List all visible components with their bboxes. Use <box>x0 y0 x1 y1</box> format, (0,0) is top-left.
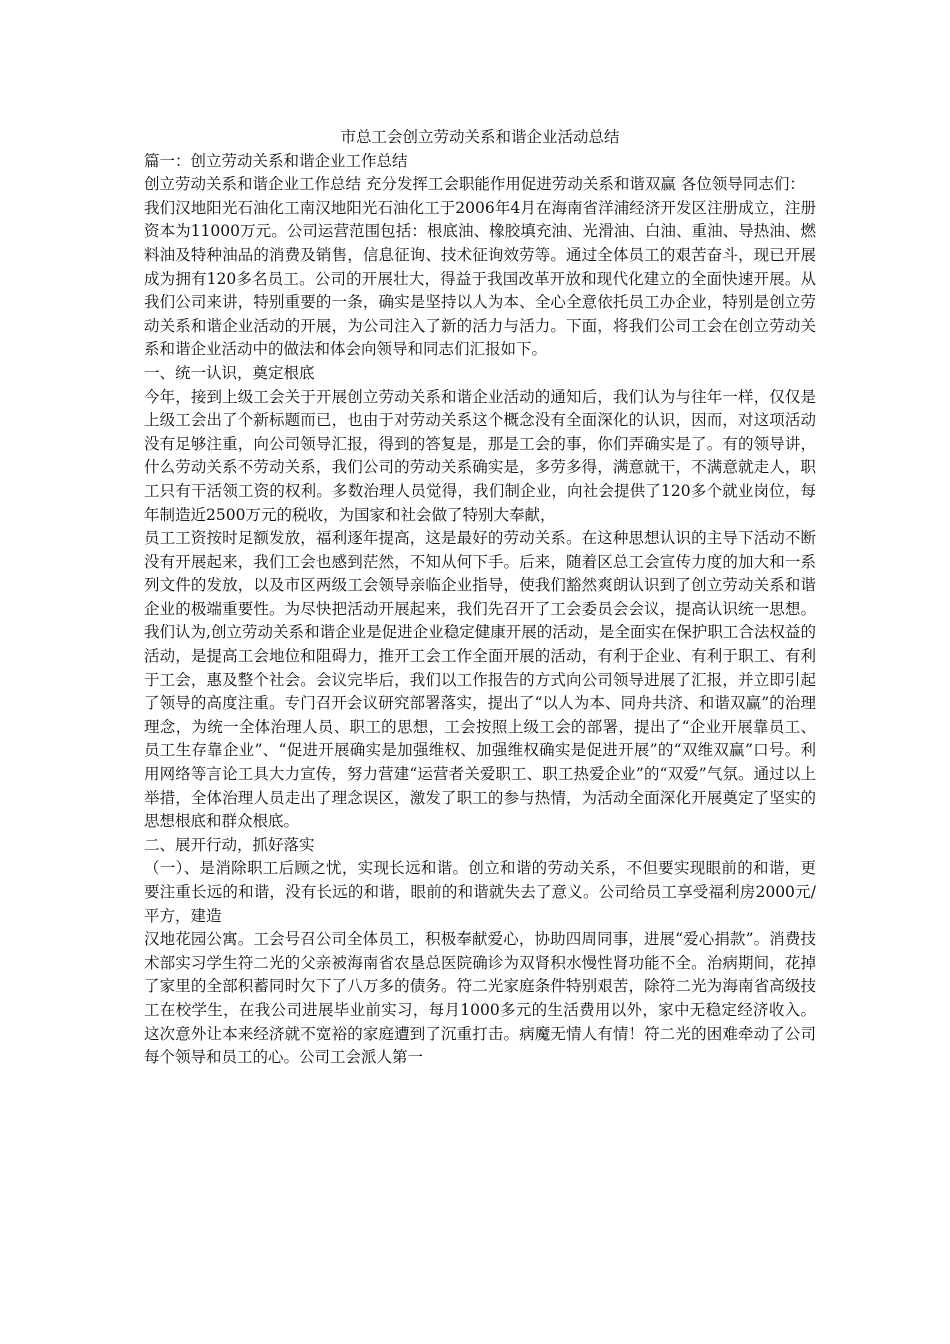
paragraph-body-3: （一）、是消除职工后顾之忧，实现长远和谐。创立和谐的劳动关系，不但要实现眼前的和谐，更要注重长远的和谐，没有长远的和谐，眼前的和谐就失去了意义。公司给员工享受福利房2000元/平方，建造 <box>144 859 816 925</box>
paragraph-heading-action: 二、展开行动，抓好落实 <box>144 835 315 854</box>
document-page <box>144 126 816 1070</box>
document-title: 市总工会创立劳动关系和谐企业活动总结 <box>340 128 620 146</box>
paragraph-section-heading-1: 篇一：创立劳动关系和谐企业工作总结 <box>144 151 408 170</box>
paragraph-body-1: 今年，接到上级工会关于开展创立劳动关系和谐企业活动的通知后，我们认为与往年一样，仅仅是上级工会出了个新标题而已，也由于对劳动关系这个概念没有全面深化的认识，因而，对这项活动没有足够注重，向公司领导汇报，得到的答复是，那是工会的事，你们弄确实是了。有的领导讲，什么劳动关系不劳动关系，我们公司的劳动关系确实是，多劳多得，满意就干，不满意就走人，职工只有干活领工资的权利。多数治理人员觉得，我们制企业，向社会提供了120多个就业岗位，每年制造近2500万元的税收，为国家和社会做了特别大奉献， <box>144 387 816 524</box>
paragraph-company-overview: 我们汉地阳光石油化工南汉地阳光石油化工于2006年4月在海南省洋浦经济开发区注册成立，注册资本为11000万元。公司运营范围包括：根底油、橡胶填充油、光滑油、白油、重油、导热油、燃料油及特种油品的消费及销售，信息征询、技术征询效劳等。通过全体员工的艰苦奋斗，现已开展成为拥有120多名员工。公司的开展壮大，得益于我国改革开放和现代化建立的全面快速开展。从我们公司来讲，特别重要的一条，确实是坚持以人为本、全心全意依托员工办企业，特别是创立劳动关系和谐企业活动的开展，为公司注入了新的活力与活力。下面，将我们公司工会在创立劳动关系和谐企业活动中的做法和体会向领导和同志们汇报如下。 <box>144 198 816 359</box>
paragraph-body-4: 汉地花园公寓。工会号召公司全体员工，积极奉献爱心，协助四周同事，进展“爱心捐款”。消费技术部实习学生符二光的父亲被海南省农垦总医院确诊为双肾积水慢性肾功能不全。治病期间，花掉了家里的全部积蓄同时欠下了八万多的债务。符二光家庭条件特别艰苦，除符二光为海南省高级技工在校学生，在我公司进展毕业前实习，每月1000多元的生活费用以外，家中无稳定经济收入。这次意外让本来经济就不宽裕的家庭遭到了沉重打击。病魔无情人有情！符二光的困难牵动了公司每个领导和员工的心。公司工会派人第一 <box>144 930 816 1067</box>
paragraph-body-2: 员工工资按时足额发放，福利逐年提高，这是最好的劳动关系。在这种思想认识的主导下活动不断没有开展起来，我们工会也感到茫然，不知从何下手。后来，随着区总工会宣传力度的加大和一系列文件的发放，以及市区两级工会领导亲临企业指导，使我们豁然爽朗认识到了创立劳动关系和谐企业的极端重要性。为尽快把活动开展起来，我们先召开了工会委员会会议，提高认识统一思想。我们认为,创立劳动关系和谐企业是促进企业稳定健康开展的活动，是全面实在保护职工合法权益的活动，是提高工会地位和阻碍力，推开工会工作全面开展的活动，有利于企业、有利于职工、有利于工会，惠及整个社会。会议完毕后，我们以工作报告的方式向公司领导进展了汇报，并立即引起了领导的高度注重。专门召开会议研究部署落实，提出了“以人为本、同舟共济、和谐双赢”的治理理念，为统一全体治理人员、职工的思想，工会按照上级工会的部署，提出了“企业开展靠员工、员工生存靠企业”、“促进开展确实是加强维权、加强维权确实是促进开展”的“双维双赢”口号。利用网络等言论工具大力宣传，努力营建“运营者关爱职工、职工热爱企业”的“双爱”气氛。通过以上举措，全体治理人员走出了理念误区，激发了职工的参与热情，为活动全面深化开展奠定了坚实的思想根底和群众根底。 <box>144 529 816 831</box>
paragraph-intro: 创立劳动关系和谐企业工作总结 充分发挥工会职能作用促进劳动关系和谐双赢 各位领导同志们： <box>144 175 805 194</box>
paragraph-heading-unify: 一、统一认识，奠定根底 <box>144 363 315 382</box>
